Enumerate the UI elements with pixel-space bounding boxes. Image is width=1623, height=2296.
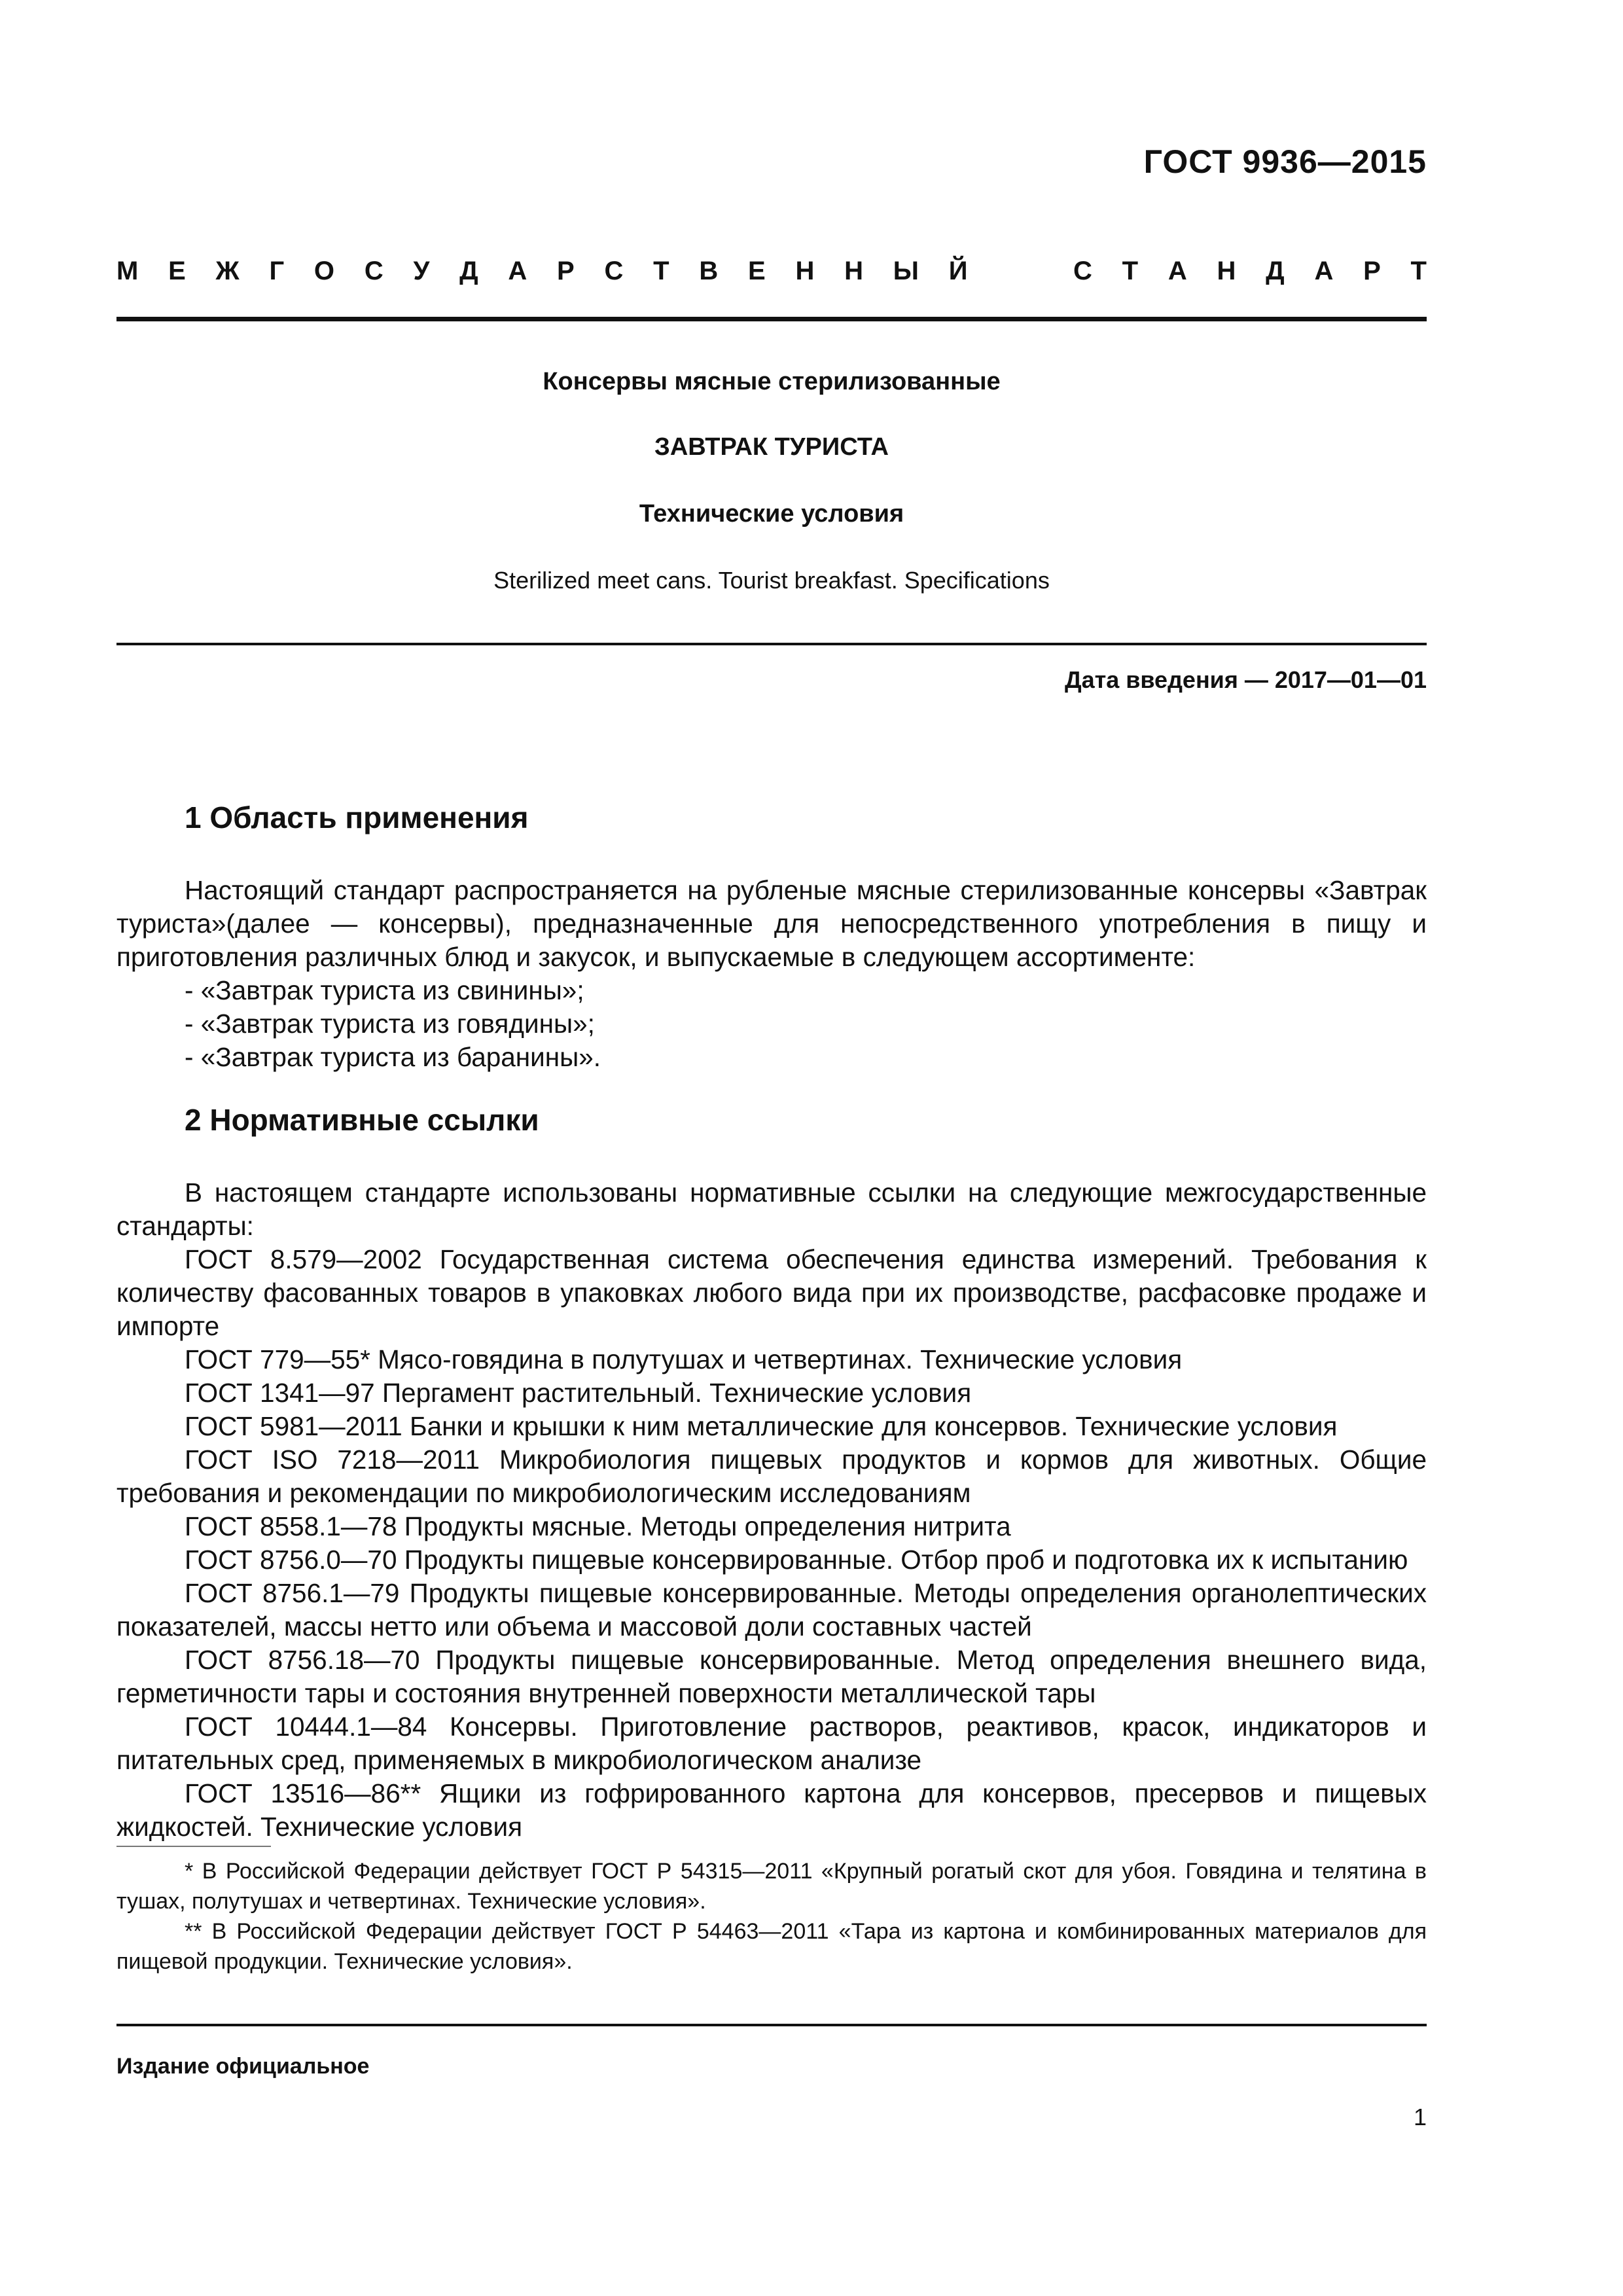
list-item: - «Завтрак туриста из баранины».: [185, 1042, 601, 1072]
banner-letter: Т: [1122, 257, 1139, 285]
section-2-heading: 2 Нормативные ссылки: [185, 1103, 539, 1137]
header-divider: [116, 317, 1427, 321]
section-2-intro: В настоящем стандарте использованы нормативные ссылки на следующие межгосударственные стандарты:: [116, 1177, 1427, 1241]
normative-reference: ГОСТ 8.579—2002 Государственная система обеспечения единства измерений. Требования к количеству фасованных товаров в упаковках любого вида при их производстве, расфасовке продаже и импорте: [116, 1244, 1427, 1341]
footnote: * В Российской Федерации действует ГОСТ Р 54315—2011 «Крупный рогатый скот для убоя. Говядина и телятина в тушах, полутушах и четвертинах. Технические условия».: [116, 1859, 1427, 1914]
list-item: - «Завтрак туриста из говядины»;: [185, 1009, 595, 1039]
banner-letter: А: [1168, 257, 1187, 285]
banner-letter: Е: [168, 257, 186, 285]
section-1-body: [116, 874, 1427, 1074]
banner-letter: Д: [459, 257, 478, 285]
title-english: Sterilized meet cans. Tourist breakfast. Specifications: [493, 567, 1050, 594]
banner-letter: Р: [557, 257, 575, 285]
banner-word-gap: [997, 257, 1043, 286]
normative-reference: ГОСТ 8756.1—79 Продукты пищевые консервированные. Методы определения органолептических показателей, массы нетто или объема и массовой доли составных частей: [116, 1578, 1427, 1641]
banner-letter: У: [413, 257, 430, 285]
banner-letter: Н: [844, 257, 864, 285]
banner-letter: Н: [795, 257, 815, 285]
banner-letter: Ж: [215, 257, 240, 285]
normative-reference: ГОСТ 10444.1—84 Консервы. Приготовление растворов, реактивов, красок, индикаторов и питательных сред, применяемых в микробиологическом анализе: [116, 1712, 1427, 1775]
normative-reference: ГОСТ 779—55* Мясо-говядина в полутушах и четвертинах. Технические условия: [185, 1344, 1183, 1374]
page-number: 1: [1413, 2104, 1427, 2130]
banner-letter: О: [313, 257, 335, 285]
title-product-category: Консервы мясные стерилизованные: [543, 368, 1001, 395]
section-1-paragraph: Настоящий стандарт распространяется на рубленые мясные стерилизованные консервы «Завтрак туриста»(далее — консервы), предназначенные для непосредственного употребления в пищу и приготовления различных блюд и закусок, и выпускаемые в следующем ассортименте:: [116, 875, 1427, 972]
banner-letter: Г: [269, 257, 285, 285]
normative-reference: ГОСТ 8756.18—70 Продукты пищевые консервированные. Метод определения внешнего вида, герметичности тары и состояния внутренней поверхности металлической тары: [116, 1645, 1427, 1708]
banner-letter: М: [116, 257, 139, 285]
title-document-type: Технические условия: [639, 500, 904, 528]
banner-letter: А: [508, 257, 527, 285]
list-item: - «Завтрак туриста из свинины»;: [185, 975, 584, 1005]
banner-letter: Й: [948, 257, 968, 285]
normative-reference: ГОСТ 8756.0—70 Продукты пищевые консервированные. Отбор проб и подготовка их к испытанию: [185, 1545, 1408, 1575]
footer-divider: [116, 2024, 1427, 2026]
section-2-body: [116, 1176, 1427, 1844]
banner-letter: Ы: [893, 257, 919, 285]
section-1-heading: 1 Область применения: [185, 800, 529, 834]
footnote: ** В Российской Федерации действует ГОСТ Р 54463—2011 «Тара из картона и комбинированных материалов для пищевой продукции. Технические условия».: [116, 1919, 1427, 1974]
normative-reference: ГОСТ 1341—97 Пергамент растительный. Технические условия: [185, 1378, 972, 1408]
banner-letter: С: [364, 257, 383, 285]
banner-letter: Д: [1266, 257, 1285, 285]
official-edition-label: Издание официальное: [116, 2054, 370, 2079]
interstate-standard-banner: [116, 257, 1427, 286]
normative-reference: ГОСТ 5981—2011 Банки и крышки к ним металлические для консервов. Технические условия: [185, 1411, 1338, 1441]
footnote-separator: [116, 1846, 271, 1847]
normative-reference: ГОСТ 13516—86** Ящики из гофрированного картона для консервов, пресервов и пищевых жидкостей. Технические условия: [116, 1778, 1427, 1842]
banner-letter: Т: [1410, 257, 1427, 285]
footnotes: [116, 1856, 1427, 1977]
banner-letter: С: [604, 257, 624, 285]
normative-reference: ГОСТ ISO 7218—2011 Микробиология пищевых продуктов и кормов для животных. Общие требования и рекомендации по микробиологическим исследованиям: [116, 1444, 1427, 1508]
title-divider: [116, 643, 1427, 645]
banner-letter: С: [1073, 257, 1092, 285]
banner-letter: Т: [653, 257, 669, 285]
document-number: ГОСТ 9936—2015: [1143, 143, 1427, 180]
introduction-date: Дата введения — 2017—01—01: [1064, 666, 1427, 693]
banner-letter: В: [699, 257, 719, 285]
title-product-name: ЗАВТРАК ТУРИСТА: [654, 433, 889, 461]
banner-letter: Р: [1363, 257, 1381, 285]
normative-reference: ГОСТ 8558.1—78 Продукты мясные. Методы определения нитрита: [185, 1511, 1011, 1541]
banner-letter: Е: [748, 257, 766, 285]
banner-letter: Н: [1217, 257, 1236, 285]
banner-letter: А: [1314, 257, 1334, 285]
